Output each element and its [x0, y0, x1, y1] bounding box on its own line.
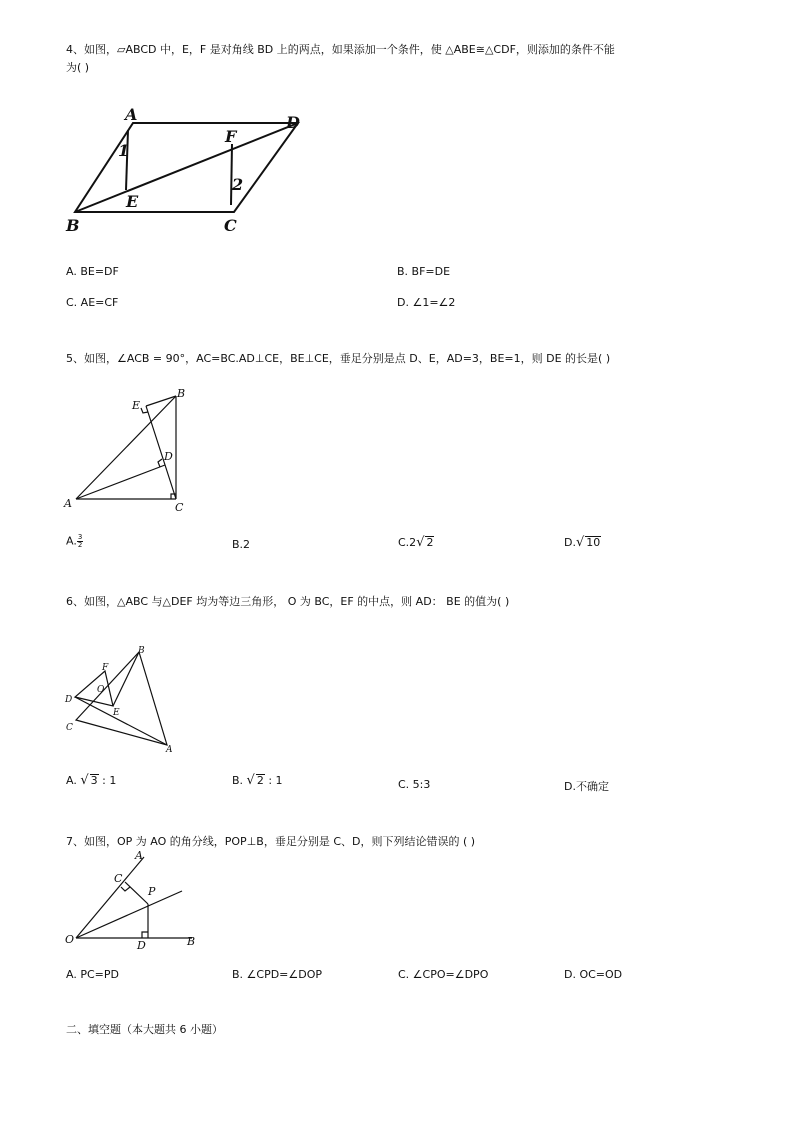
q6-figure-triangles	[60, 645, 190, 757]
q4-option-b[interactable]: B. BF=DE	[397, 265, 451, 278]
q6-option-a[interactable]	[66, 773, 116, 788]
q5-option-a-denominator: 2	[77, 541, 83, 549]
q6-label-A: A	[166, 745, 173, 755]
q4-option-a[interactable]: A. BE=DF	[66, 265, 119, 278]
q5-option-c[interactable]	[398, 535, 434, 550]
q7-option-a[interactable]: A. PC=PD	[66, 968, 119, 981]
q6-option-a-radicand: 3	[90, 774, 98, 787]
q5-option-c-prefix: C.2	[398, 536, 417, 549]
q6-option-a-prefix: A.	[66, 774, 81, 787]
q6-label-E: E	[113, 708, 120, 718]
q7-label-P: P	[148, 885, 156, 898]
q6-option-c[interactable]: C. 5:3	[398, 778, 431, 791]
q4-label-E: E	[126, 192, 139, 211]
q5-option-d-radicand: 10	[586, 536, 601, 549]
q6-label-D: D	[65, 695, 73, 705]
q4-label-angle2: 2	[232, 175, 244, 194]
q6-option-b-radicand: 2	[256, 774, 264, 787]
sqrt-icon: √	[80, 773, 89, 788]
q5-stem: 5、如图，∠ACB = 90°，AC=BC.AD⊥CE，BE⊥CE，垂足分别是点 D、E，AD=3，BE=1，则 DE 的长是( )	[66, 352, 611, 365]
q5-label-A: A	[64, 497, 72, 510]
q4-label-A: A	[125, 105, 138, 124]
q6-label-C: C	[66, 723, 73, 733]
q5-label-D: D	[164, 450, 173, 463]
sqrt-icon: √	[246, 773, 255, 788]
q5-option-b[interactable]: B.2	[232, 538, 251, 551]
q7-stem: 7、如图，OP 为 AO 的角分线，POP⊥B，垂足分别是 C、D，则下列结论错误的 ( )	[66, 835, 476, 848]
q6-option-d[interactable]: D.不确定	[564, 780, 609, 793]
q5-label-C: C	[175, 501, 184, 514]
q4-label-D: D	[286, 113, 300, 132]
q4-figure-parallelogram	[62, 104, 312, 236]
q7-label-C: C	[114, 872, 123, 885]
q4-option-c[interactable]: C. AE=CF	[66, 296, 119, 309]
q6-label-B: B	[138, 646, 145, 656]
q7-option-b[interactable]: B. ∠CPD=∠DOP	[232, 968, 323, 981]
q4-label-C: C	[224, 216, 237, 235]
q6-option-a-suffix: : 1	[98, 774, 117, 787]
q5-label-E: E	[132, 399, 141, 412]
q5-option-a-prefix: A.	[66, 534, 77, 548]
q4-label-angle1: 1	[118, 141, 130, 160]
q4-label-F: F	[225, 127, 237, 146]
q7-label-B: B	[187, 935, 196, 948]
q7-option-c[interactable]: C. ∠CPO=∠DPO	[398, 968, 489, 981]
q4-stem-line1: 4、如图，▱ABCD 中，E，F 是对角线 BD 上的两点，如果添加一个条件，使 △ABE≅△CDF，则添加的条件不能	[66, 43, 615, 56]
q6-stem: 6、如图，△ABC 与△DEF 均为等边三角形， O 为 BC，EF 的中点，则 AD： BE 的值为( )	[66, 595, 510, 608]
q6-label-O: O	[97, 685, 105, 695]
q7-label-D: D	[137, 939, 146, 952]
q4-label-B: B	[66, 216, 80, 235]
q7-figure-angle	[60, 848, 210, 954]
q5-figure-triangle	[60, 385, 200, 515]
q5-option-d-prefix: D.	[564, 536, 576, 549]
q6-option-b-prefix: B.	[232, 774, 247, 787]
q7-label-O: O	[65, 933, 75, 946]
q5-label-B: B	[177, 387, 186, 400]
sqrt-icon: √	[416, 535, 425, 550]
q5-option-a[interactable]	[66, 534, 83, 549]
q6-option-b-suffix: : 1	[264, 774, 283, 787]
q6-label-F: F	[102, 663, 109, 673]
q5-option-c-radicand: 2	[426, 536, 434, 549]
q7-option-d[interactable]: D. OC=OD	[564, 968, 623, 981]
q4-stem-line2: 为( )	[66, 61, 90, 74]
q5-option-a-fraction	[77, 534, 83, 549]
q7-label-A: A	[135, 849, 143, 862]
section-heading-fill-in: 二、填空题（本大题共 6 小题）	[66, 1023, 223, 1036]
q5-option-a-numerator: 3	[77, 533, 83, 541]
q5-option-d[interactable]	[564, 535, 601, 550]
sqrt-icon: √	[575, 535, 585, 550]
q4-option-d[interactable]: D. ∠1=∠2	[397, 296, 456, 309]
q6-option-b[interactable]	[232, 773, 283, 788]
